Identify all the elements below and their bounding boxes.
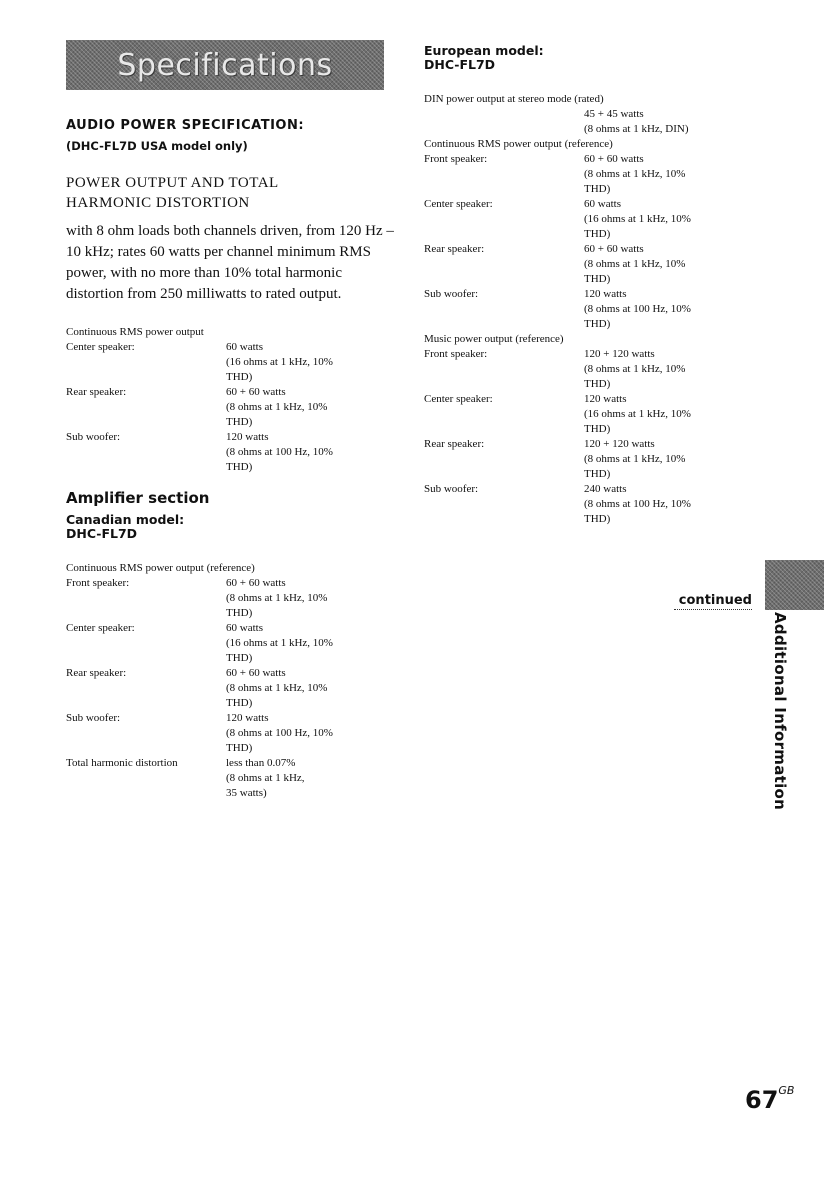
spec-label: Center speaker: bbox=[424, 393, 493, 405]
spec-value bbox=[226, 666, 396, 711]
spec-value-line: THD) bbox=[584, 468, 611, 480]
canadian-model-label: Canadian model: bbox=[66, 512, 185, 527]
spec-intro: DIN power output at stereo mode (rated) bbox=[424, 93, 604, 105]
side-tab-marker bbox=[765, 560, 824, 610]
spec-value bbox=[584, 392, 754, 437]
spec-value-line: (8 ohms at 1 kHz, DIN) bbox=[584, 123, 689, 135]
spec-intro: Music power output (reference) bbox=[424, 333, 564, 345]
spec-value-line: 60 + 60 watts bbox=[226, 667, 286, 679]
spec-value-line: less than 0.07% bbox=[226, 757, 296, 769]
amplifier-section-title: Amplifier section bbox=[66, 489, 210, 507]
spec-row bbox=[424, 107, 754, 137]
spec-value-line: (8 ohms at 100 Hz, 10% bbox=[226, 446, 333, 458]
spec-value-line: THD) bbox=[584, 183, 611, 195]
spec-value-line: THD) bbox=[226, 652, 253, 664]
continued-label: continued bbox=[674, 593, 752, 610]
spec-intro: Continuous RMS power output (reference) bbox=[424, 138, 613, 150]
right-column bbox=[424, 44, 754, 527]
spec-group-canadian bbox=[66, 561, 396, 801]
spec-value bbox=[584, 347, 754, 392]
spec-value bbox=[584, 482, 754, 527]
spec-value-line: THD) bbox=[226, 607, 253, 619]
banner-title: Specifications bbox=[117, 47, 333, 83]
page-number-suffix: GB bbox=[778, 1084, 795, 1097]
spec-row bbox=[66, 711, 396, 756]
spec-label: Sub woofer: bbox=[66, 712, 121, 724]
spec-label: Sub woofer: bbox=[424, 483, 479, 495]
spec-intro: Continuous RMS power output bbox=[66, 326, 204, 338]
spec-row bbox=[424, 287, 754, 332]
spec-value-line: 45 + 45 watts bbox=[584, 108, 644, 120]
spec-row bbox=[66, 385, 396, 430]
spec-value-line: THD) bbox=[226, 416, 253, 428]
spec-value-line: THD) bbox=[584, 378, 611, 390]
spec-value bbox=[226, 576, 396, 621]
spec-label: Sub woofer: bbox=[424, 288, 479, 300]
page-number-value: 67 bbox=[745, 1086, 779, 1114]
spec-group-din bbox=[424, 92, 754, 527]
power-output-body: with 8 ohm loads both channels driven, from 120 Hz – 10 kHz; rates 60 watts per channel minimum RMS power, with no more than 10% total harmonic distortion from 250 milliwatts to rated output. bbox=[66, 223, 394, 302]
spec-value-line: 240 watts bbox=[584, 483, 627, 495]
spec-row bbox=[424, 347, 754, 392]
spec-label: Rear speaker: bbox=[66, 386, 127, 398]
spec-value bbox=[226, 711, 396, 756]
spec-value-line: (8 ohms at 1 kHz, 10% bbox=[584, 258, 686, 270]
european-model-label: European model: bbox=[424, 43, 544, 58]
spec-value-line: 60 + 60 watts bbox=[226, 577, 286, 589]
spec-value-line: (8 ohms at 1 kHz, 10% bbox=[584, 168, 686, 180]
spec-label: Rear speaker: bbox=[424, 438, 485, 450]
spec-label: Center speaker: bbox=[66, 341, 135, 353]
spec-value bbox=[226, 430, 396, 475]
spec-value bbox=[226, 756, 396, 801]
spec-row bbox=[66, 666, 396, 711]
spec-value-line: 60 + 60 watts bbox=[584, 153, 644, 165]
spec-value bbox=[584, 242, 754, 287]
spec-value-line: (8 ohms at 100 Hz, 10% bbox=[584, 498, 691, 510]
spec-value-line: 60 watts bbox=[226, 622, 263, 634]
section-banner bbox=[66, 40, 384, 90]
spec-value bbox=[226, 621, 396, 666]
spec-row bbox=[66, 756, 396, 801]
spec-value-line: (8 ohms at 100 Hz, 10% bbox=[584, 303, 691, 315]
spec-value-line: (16 ohms at 1 kHz, 10% bbox=[584, 408, 691, 420]
spec-value bbox=[584, 437, 754, 482]
spec-value-line: THD) bbox=[226, 371, 253, 383]
spec-row bbox=[424, 152, 754, 197]
spec-value-line: (8 ohms at 1 kHz, 10% bbox=[584, 453, 686, 465]
power-heading-line-1: POWER OUTPUT AND TOTAL bbox=[66, 175, 279, 191]
spec-label: Total harmonic distortion bbox=[66, 757, 178, 769]
spec-row bbox=[66, 576, 396, 621]
spec-row bbox=[66, 340, 396, 385]
spec-value-line: THD) bbox=[226, 461, 253, 473]
spec-value-line: 120 + 120 watts bbox=[584, 438, 655, 450]
spec-value-line: THD) bbox=[584, 318, 611, 330]
spec-label: Center speaker: bbox=[424, 198, 493, 210]
audio-power-subtitle: (DHC-FL7D USA model only) bbox=[66, 139, 248, 153]
canadian-model-number: DHC-FL7D bbox=[66, 526, 138, 541]
european-model-number: DHC-FL7D bbox=[424, 57, 496, 72]
spec-rows bbox=[66, 576, 396, 801]
audio-power-title: AUDIO POWER SPECIFICATION: bbox=[66, 118, 305, 133]
spec-rows bbox=[424, 347, 754, 527]
spec-rows bbox=[66, 340, 396, 475]
spec-value-line: THD) bbox=[584, 273, 611, 285]
spec-value-line: THD) bbox=[226, 697, 253, 709]
spec-row bbox=[66, 621, 396, 666]
spec-value-line: 120 watts bbox=[584, 288, 627, 300]
spec-rows bbox=[424, 152, 754, 332]
page-number bbox=[745, 1086, 794, 1114]
spec-value-line: 120 watts bbox=[584, 393, 627, 405]
spec-value-line: (8 ohms at 1 kHz, 10% bbox=[584, 363, 686, 375]
spec-row bbox=[424, 482, 754, 527]
spec-value-line: 120 watts bbox=[226, 431, 269, 443]
spec-value-line: 60 watts bbox=[226, 341, 263, 353]
spec-value-line: THD) bbox=[584, 228, 611, 240]
spec-row bbox=[66, 430, 396, 475]
spec-value bbox=[584, 107, 754, 137]
spec-value-line: (8 ohms at 100 Hz, 10% bbox=[226, 727, 333, 739]
spec-value bbox=[226, 340, 396, 385]
spec-label: Rear speaker: bbox=[66, 667, 127, 679]
spec-label: Sub woofer: bbox=[66, 431, 121, 443]
left-column bbox=[66, 40, 396, 801]
spec-label: Rear speaker: bbox=[424, 243, 485, 255]
spec-intro: Continuous RMS power output (reference) bbox=[66, 562, 255, 574]
spec-value-line: (8 ohms at 1 kHz, 10% bbox=[226, 592, 328, 604]
spec-value-line: 60 + 60 watts bbox=[584, 243, 644, 255]
spec-label: Front speaker: bbox=[66, 577, 130, 589]
spec-value bbox=[584, 197, 754, 242]
spec-value-line: (16 ohms at 1 kHz, 10% bbox=[226, 637, 333, 649]
spec-value-line: (8 ohms at 1 kHz, 10% bbox=[226, 682, 328, 694]
spec-value-line: 120 + 120 watts bbox=[584, 348, 655, 360]
spec-label: Front speaker: bbox=[424, 153, 488, 165]
spec-value-line: 35 watts) bbox=[226, 787, 267, 799]
spec-label: Front speaker: bbox=[424, 348, 488, 360]
spec-row bbox=[424, 197, 754, 242]
side-section-text: Additional Information bbox=[771, 612, 789, 811]
spec-label: Center speaker: bbox=[66, 622, 135, 634]
spec-value bbox=[584, 287, 754, 332]
spec-value bbox=[584, 152, 754, 197]
spec-row bbox=[424, 242, 754, 287]
spec-value-line: (16 ohms at 1 kHz, 10% bbox=[226, 356, 333, 368]
spec-value-line: THD) bbox=[584, 513, 611, 525]
power-output-heading bbox=[66, 173, 396, 213]
spec-value-line: 120 watts bbox=[226, 712, 269, 724]
spec-value-line: THD) bbox=[584, 423, 611, 435]
spec-value-line: 60 watts bbox=[584, 198, 621, 210]
power-heading-line-2: HARMONIC DISTORTION bbox=[66, 195, 250, 211]
spec-value-line: (16 ohms at 1 kHz, 10% bbox=[584, 213, 691, 225]
spec-value-line: (8 ohms at 1 kHz, 10% bbox=[226, 401, 328, 413]
spec-value-line: 60 + 60 watts bbox=[226, 386, 286, 398]
spec-value-line: THD) bbox=[226, 742, 253, 754]
side-section-label bbox=[760, 612, 800, 842]
spec-group-continuous bbox=[66, 325, 396, 475]
spec-value bbox=[226, 385, 396, 430]
spec-row bbox=[424, 392, 754, 437]
spec-label bbox=[424, 107, 584, 137]
spec-value-line: (8 ohms at 1 kHz, bbox=[226, 772, 305, 784]
spec-row bbox=[424, 437, 754, 482]
